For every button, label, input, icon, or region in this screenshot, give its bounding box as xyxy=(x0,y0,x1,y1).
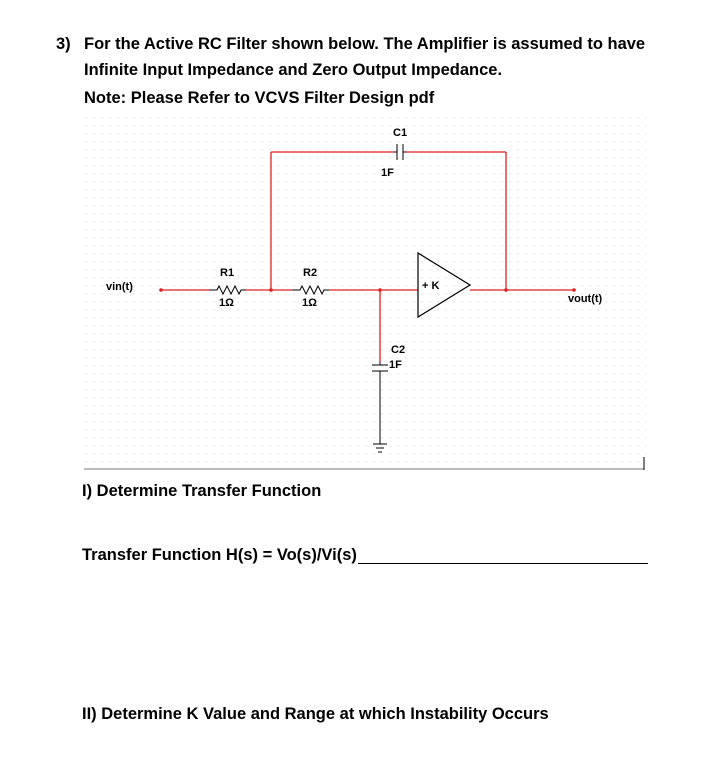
amplifier-label: + K xyxy=(422,280,440,292)
r1-value: 1Ω xyxy=(219,297,234,309)
input-label: vin(t) xyxy=(106,281,133,293)
r1-name: R1 xyxy=(220,267,235,279)
node-output xyxy=(504,288,508,292)
grid-background xyxy=(84,116,646,468)
c2-name: C2 xyxy=(391,344,406,356)
question-note: Note: Please Refer to VCVS Filter Design pdf xyxy=(84,89,435,107)
circuit-diagram xyxy=(84,116,646,476)
r2-value: 1Ω xyxy=(302,297,317,309)
transfer-function-label: Transfer Function H(s) = Vo(s)/Vi(s) xyxy=(82,546,357,564)
output-label: vout(t) xyxy=(568,293,603,305)
c2-value: 1F xyxy=(389,359,402,371)
node-input xyxy=(159,288,163,292)
question-line-1: For the Active RC Filter shown below. The Amplifier is assumed to have xyxy=(84,35,646,53)
c1-name: C1 xyxy=(393,127,408,139)
question-number: 3) xyxy=(56,35,71,53)
answer-blank-line xyxy=(358,563,648,564)
question-line-2: Infinite Input Impedance and Zero Output Impedance. xyxy=(84,61,503,79)
node-output-end xyxy=(572,288,576,292)
node-c2 xyxy=(378,288,382,292)
node-feedback xyxy=(269,288,273,292)
r2-name: R2 xyxy=(303,267,318,279)
c1-value: 1F xyxy=(381,167,394,179)
part1-heading: I) Determine Transfer Function xyxy=(82,482,322,500)
part2-heading: II) Determine K Value and Range at which Instability Occurs xyxy=(82,705,549,723)
